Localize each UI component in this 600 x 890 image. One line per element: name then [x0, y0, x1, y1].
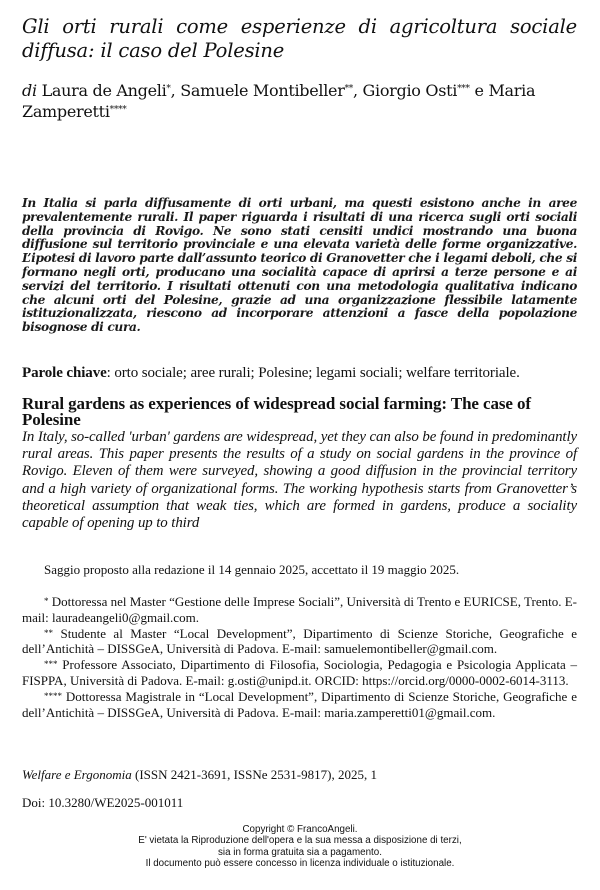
copyright-line: Copyright © FrancoAngeli.: [242, 824, 358, 835]
footnote-mark: ****: [44, 691, 62, 702]
author-separator: ,: [352, 81, 363, 100]
footnote-mark: *: [44, 596, 49, 606]
article-title: Gli orti rurali come esperienze di agricoltura sociale diffusa: il caso del Polesine: [22, 15, 577, 62]
author-name: Maria Zamperetti: [22, 81, 536, 121]
journal-citation: [22, 767, 577, 783]
doi: Doi: 10.3280/WE2025-001011: [22, 795, 184, 810]
footnote-mark: ***: [44, 659, 58, 670]
copyright-line: E' vietata la Riproduzione dell'opera e la sua messa a disposizione di terzi,: [138, 835, 462, 847]
journal-name: Welfare e Ergonomia: [22, 767, 132, 782]
submission-note: Saggio proposto alla redazione il 14 gennaio 2025, accettato il 19 maggio 2025.: [44, 562, 460, 577]
author-name: Giorgio Osti: [362, 81, 458, 100]
footnote: [22, 689, 577, 720]
authors-prefix: di: [22, 81, 37, 100]
abstract-english: In Italy, so-called 'urban' gardens are widespread, yet they can also be found in predominantly rural areas. This paper presents the results of a study on social gardens in the province of Rovigo. Eleven of them were surveyed, showing a good diffusion in the provincial territory and a high variety of organizational forms. The working hypothesis starts from Granovetter’s theoretical assumption that weak ties, which are formed in gardens, produce a sociality capable of opening up to third: [22, 429, 577, 532]
footnote-mark: **: [44, 627, 53, 638]
footnote-text: Studente al Master “Local Development”, Dipartimento di Scienze Storiche, Geografiche e dell’Antichità – DISSGeA, Università di Padova. E-mail: samuelemontibeller@gmail.com.: [22, 625, 577, 657]
copyright-notice: [0, 824, 600, 869]
author-footnote-mark[interactable]: ***: [457, 84, 470, 94]
author-separator: e: [469, 81, 489, 100]
author-list: [22, 80, 577, 122]
keywords-list: : orto sociale; aree rurali; Polesine; legami sociali; welfare territoriale.: [106, 365, 520, 381]
author-footnote-mark[interactable]: **: [344, 84, 353, 94]
author-name: Samuele Montibeller: [180, 81, 345, 100]
footnote: [22, 626, 577, 657]
author-name: Laura de Angeli: [41, 81, 167, 100]
abstract-italian: In Italia si parla diffusamente di orti urbani, ma questi esistono anche in aree prevalentemente rurali. Il paper riguarda i risultati di una ricerca sugli orti sociali della provincia di Rovigo. Ne sono stati censiti undici mostrando una buona diffusione sul territorio provinciale e una elevata varietà delle forme organizzative. L’ipotesi di lavoro parte dall’assunto teorico di Granovetter che i legami deboli, che si formano negli orti, producano una socialità capace di aprirsi a terze persone e ai servizi del territorio. I risultati ottenuti con una metodologia qualitativa indicano che alcuni orti del Polesine, grazie ad una organizzazione flessibile latamente istituzionalizzata, riescono ad incorporare attenzioni a fasce della popolazione bisognose di cura.: [22, 196, 577, 335]
footnote: [22, 657, 577, 688]
footnote-text: Dottoressa nel Master “Gestione delle Imprese Sociali”, Università di Trento e EURICSE, Trento. E-mail: lauradeangeli0@gmail.com.: [22, 594, 577, 625]
author-footnote-mark[interactable]: *: [166, 84, 171, 94]
english-title: Rural gardens as experiences of widespread social farming: The case of Polesine: [22, 394, 531, 429]
author-footnote-mark[interactable]: ****: [109, 105, 127, 115]
footnotes: [22, 594, 577, 721]
keywords: [22, 365, 582, 382]
journal-details: (ISSN 2421-3691, ISSNe 2531-9817), 2025, 1: [131, 767, 377, 782]
footnote: [22, 594, 577, 625]
keywords-label: Parole chiave: [22, 365, 107, 381]
copyright-line: sia in forma gratuita sia a pagamento.: [218, 846, 382, 858]
footnote-text: Dottoressa Magistrale in “Local Development”, Dipartimento di Scienze Storiche, Geografiche e dell’Antichità – DISSGeA, Università di Padova. E-mail: maria.zamperetti01@gmail.com.: [22, 689, 577, 720]
author-separator: ,: [170, 81, 181, 100]
copyright-line: Il documento può essere concesso in licenza individuale o istituzionale.: [145, 857, 455, 869]
footnote-text: Professore Associato, Dipartimento di Filosofia, Sociologia, Pedagogia e Psicologia Applicata – FISPPA, Università di Padova. E-mail: g.osti@unipd.it. ORCID: https://orcid.org/0000-0002-6014-3113.: [22, 657, 577, 688]
